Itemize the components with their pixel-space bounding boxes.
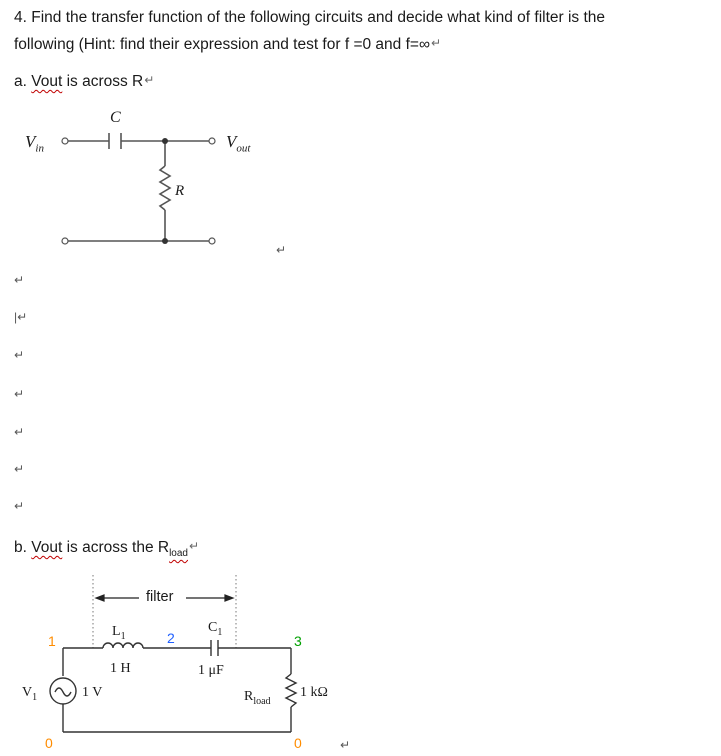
node-0-right-label: 0: [294, 735, 302, 751]
part-b-rest: is across the R: [62, 539, 170, 556]
capacitor-label: C: [110, 109, 121, 126]
part-b-prefix: b.: [14, 539, 32, 556]
source-value: 1 V: [82, 685, 103, 700]
paragraph-mark-icon: ↵: [144, 73, 155, 87]
vout-main: V: [226, 132, 237, 151]
source-label: [22, 685, 37, 703]
load-value: 1 kΩ: [300, 685, 328, 700]
part-a-rest: is across R: [62, 73, 144, 90]
capacitor-b-label: [208, 620, 222, 638]
question-text-2: following (Hint: find their expression and test for f =0 and f=∞: [14, 36, 430, 53]
vin-main: V: [25, 132, 36, 151]
inductor-sub: 1: [120, 630, 126, 642]
load-sub: load: [253, 695, 271, 707]
load-main: R: [244, 689, 254, 704]
part-a-prefix: a.: [14, 73, 32, 90]
node-1-label: 1: [48, 633, 56, 649]
part-a-heading: [14, 70, 154, 92]
capacitor-b-value: 1 μF: [198, 663, 224, 678]
paragraph-mark-icon: ↵: [276, 243, 287, 257]
source-main: V: [22, 685, 33, 700]
inductor-main: L: [112, 624, 121, 639]
filter-label: filter: [146, 589, 174, 605]
vout-label: [226, 132, 250, 154]
load-label: [244, 689, 271, 707]
vin-label: [25, 132, 44, 154]
resistor-label: R: [175, 183, 185, 199]
paragraph-mark-icon: ↵: [14, 499, 25, 513]
paragraph-mark-icon: ↵: [340, 738, 351, 752]
part-b-rest-sub: load: [169, 548, 188, 560]
capacitor-b-sub: 1: [217, 626, 223, 638]
inductor-value: 1 H: [110, 661, 131, 676]
inductor-label: [112, 624, 126, 642]
vin-sub: in: [35, 142, 44, 155]
paragraph-mark-icon: ↵: [431, 36, 442, 50]
paragraph-mark-icon: ↵: [14, 425, 25, 439]
part-b-heading: [14, 536, 199, 564]
question-line-1: [14, 8, 605, 28]
capacitor-b-main: C: [208, 620, 218, 635]
part-a-vout: Vout: [31, 73, 63, 90]
question-line-2: [14, 33, 441, 55]
paragraph-mark-icon: |↵: [14, 310, 28, 324]
paragraph-mark-icon: ↵: [14, 348, 25, 362]
node-0-left-label: 0: [45, 735, 53, 751]
part-b-vout: Vout: [31, 539, 63, 556]
node-2-label: 2: [167, 630, 175, 646]
paragraph-mark-icon: ↵: [14, 387, 25, 401]
paragraph-mark-icon: ↵: [14, 462, 25, 476]
paragraph-mark-icon: ↵: [188, 539, 200, 553]
vout-sub: out: [236, 142, 251, 155]
source-sub: 1: [32, 691, 38, 703]
node-3-label: 3: [294, 633, 302, 649]
paragraph-mark-icon: ↵: [14, 273, 25, 287]
question-text-1: 4. Find the transfer function of the following circuits and decide what kind of filter is the: [14, 9, 606, 26]
